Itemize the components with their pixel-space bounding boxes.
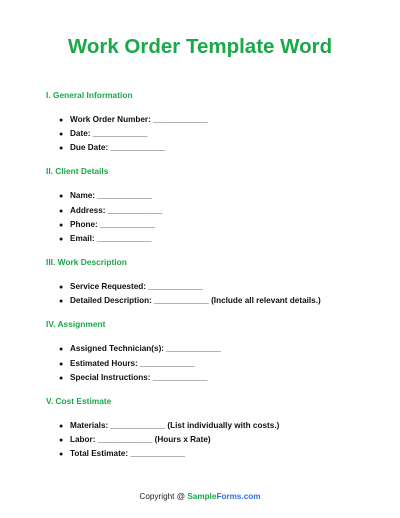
list-item xyxy=(59,343,221,355)
section-heading-assignment: IV. Assignment xyxy=(46,319,106,329)
list-item-text: Due Date: ____________ xyxy=(70,143,166,152)
bullet-icon: ● xyxy=(59,130,64,138)
bullet-icon: ● xyxy=(59,297,64,305)
bullet-icon: ● xyxy=(59,374,64,382)
list-item-text: Work Order Number: ____________ xyxy=(70,115,208,124)
brand-logo-part-forms: Forms xyxy=(216,492,242,501)
bullet-icon: ● xyxy=(59,192,64,200)
bullet-icon: ● xyxy=(59,116,64,124)
bullet-icon: ● xyxy=(59,207,64,215)
brand-logo-part-com: .com xyxy=(241,492,261,501)
page-title: Work Order Template Word xyxy=(67,35,333,58)
list-item-text: Estimated Hours: ____________ xyxy=(70,359,195,368)
list-item-text: Special Instructions: ____________ xyxy=(70,373,208,382)
bullet-icon: ● xyxy=(59,144,64,152)
bullet-icon: ● xyxy=(59,360,64,368)
list-item-text: Date: ____________ xyxy=(70,129,148,138)
footer-copyright xyxy=(0,491,400,502)
list-item-text: Assigned Technician(s): ____________ xyxy=(70,344,221,353)
list-item xyxy=(59,448,185,460)
bullet-icon: ● xyxy=(59,235,64,243)
section-heading-client-details: II. Client Details xyxy=(46,166,109,176)
list-item xyxy=(59,114,208,126)
list-item xyxy=(59,142,165,154)
copyright-label: Copyright @ xyxy=(139,492,188,501)
list-item xyxy=(59,372,207,384)
list-item xyxy=(59,128,147,140)
list-item-text: Materials: ____________ (List individually with costs.) xyxy=(70,421,280,430)
list-item-text: Detailed Description: ____________ (Include all relevant details.) xyxy=(70,296,321,305)
list-item xyxy=(59,205,162,217)
section-heading-work-description: III. Work Description xyxy=(46,257,127,267)
list-item xyxy=(59,434,211,446)
section-heading-general-information: I. General Information xyxy=(46,90,133,100)
list-item xyxy=(59,281,203,293)
list-item-text: Total Estimate: ____________ xyxy=(70,449,185,458)
list-item xyxy=(59,190,152,202)
list-item xyxy=(59,420,279,432)
bullet-icon: ● xyxy=(59,422,64,430)
brand-logo-part-sample: Sample xyxy=(187,492,217,501)
list-item xyxy=(59,295,321,307)
bullet-icon: ● xyxy=(59,436,64,444)
list-item xyxy=(59,219,155,231)
list-item xyxy=(59,233,152,245)
bullet-icon: ● xyxy=(59,450,64,458)
section-heading-cost-estimate: V. Cost Estimate xyxy=(46,396,112,406)
bullet-icon: ● xyxy=(59,345,64,353)
list-item-text: Name: ____________ xyxy=(70,191,152,200)
brand-logo[interactable] xyxy=(187,492,260,501)
list-item-text: Phone: ____________ xyxy=(70,220,155,229)
bullet-icon: ● xyxy=(59,221,64,229)
list-item xyxy=(59,358,195,370)
bullet-icon: ● xyxy=(59,283,64,291)
list-item-text: Address: ____________ xyxy=(70,206,163,215)
list-item-text: Labor: ____________ (Hours x Rate) xyxy=(70,435,211,444)
list-item-text: Service Requested: ____________ xyxy=(70,282,203,291)
list-item-text: Email: ____________ xyxy=(70,234,152,243)
